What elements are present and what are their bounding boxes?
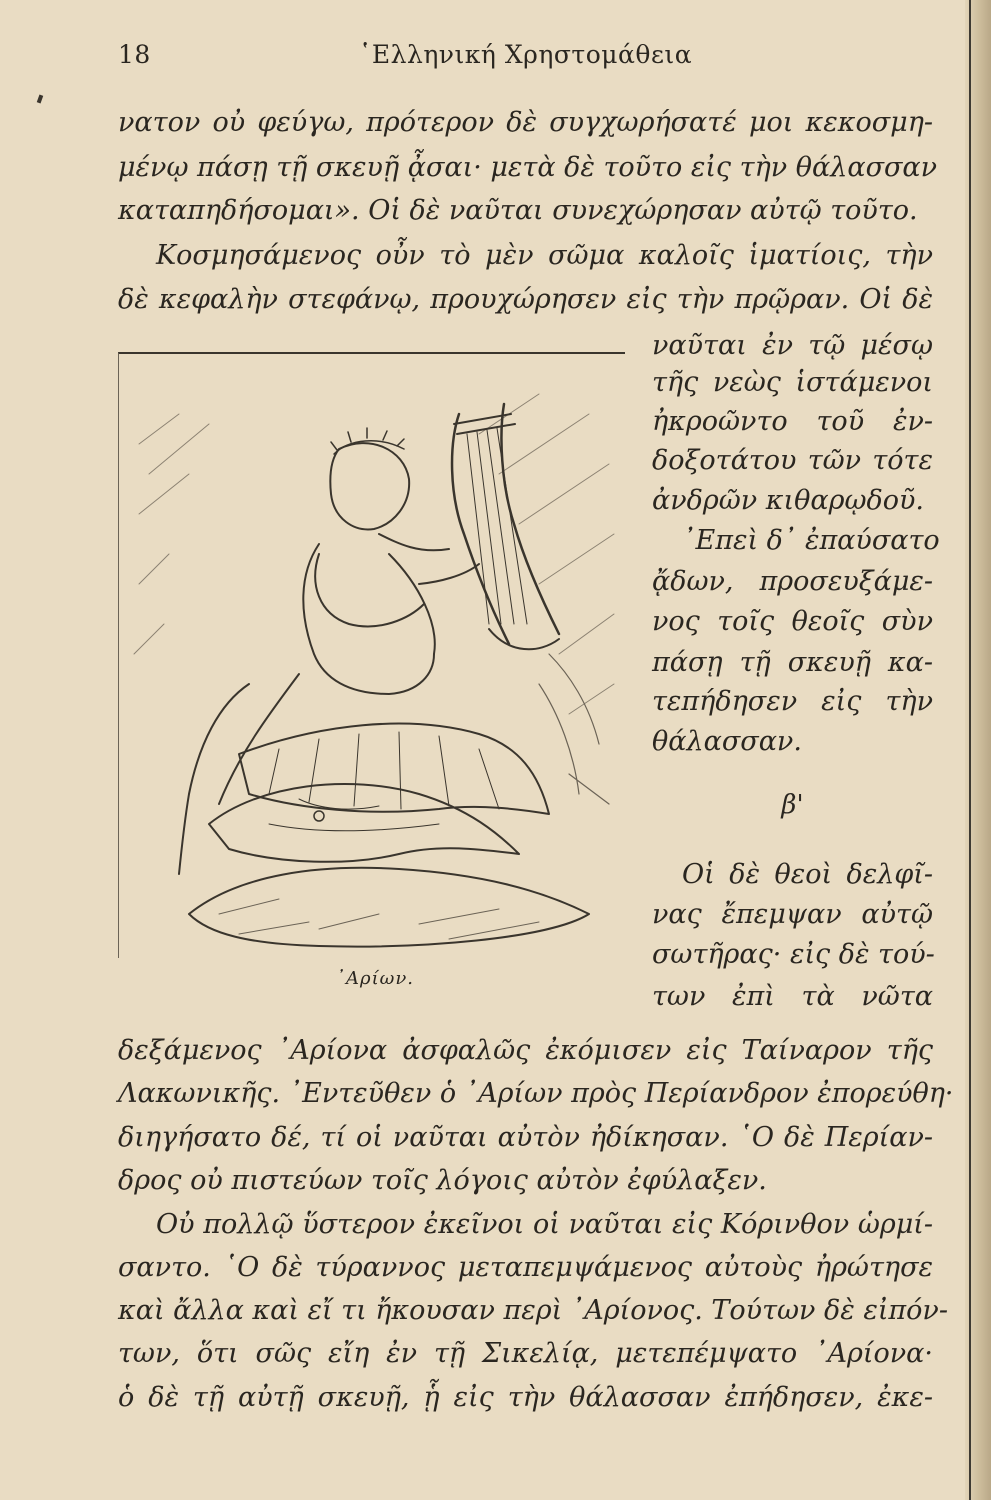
column-line: Οἱ δὲ θεοὶ δελφῖ- (682, 859, 933, 890)
running-title: ῾Ελληνική Χρηστομάθεια (358, 40, 693, 69)
column-line: τῆς νεὼς ἱστάμενοι (652, 367, 933, 398)
text-line: των, ὅτι σῶς εἴη ἐν τῇ Σικελίᾳ, μετεπέμψατο ᾿Αρίονα· (118, 1338, 933, 1369)
column-line: νος τοῖς θεοῖς σὺν (652, 606, 933, 637)
column-line: των ἐπὶ τὰ νῶτα (652, 981, 933, 1012)
column-line: ἠκροῶντο τοῦ ἐν- (652, 406, 933, 437)
figure-caption: ᾿Αρίων. (336, 968, 414, 989)
text-line: σαντο. ῾Ο δὲ τύραννος μεταπεμψάμενος αὐτοὺς ἠρώτησε (118, 1252, 933, 1283)
ink-mark (37, 95, 43, 104)
engraving-drawing (119, 354, 625, 958)
column-line: ᾄδων, προσευξάμε- (652, 566, 933, 597)
column-line: ἀνδρῶν κιθαρῳδοῦ. (652, 485, 924, 516)
arion-illustration (118, 352, 625, 958)
paragraph-start: Κοσμησάμενος οὖν τὸ μὲν σῶμα καλοῖς ἱματίοις, τὴν (156, 240, 933, 271)
column-line: δοξοτάτου τῶν τότε (652, 445, 933, 476)
text-line: δὲ κεφαλὴν στεφάνῳ, προυχώρησεν εἰς τὴν πρῷραν. Οἱ δὲ (118, 284, 933, 315)
page-header (118, 40, 933, 80)
text-line: δεξάμενος ᾿Αρίονα ἀσφαλῶς ἐκόμισεν εἰς Ταίναρον τῆς (118, 1035, 933, 1066)
column-line: νας ἔπεμψαν αὐτῷ (652, 899, 933, 930)
paragraph-start: Οὐ πολλῷ ὕστερον ἐκεῖνοι οἱ ναῦται εἰς Κόρινθον ὡρμί- (156, 1209, 933, 1240)
section-mark: β' (781, 790, 804, 820)
text-line: καταπηδήσομαι». Οἱ δὲ ναῦται συνεχώρησαν αὐτῷ τοῦτο. (118, 195, 918, 226)
column-line: πάσῃ τῇ σκευῇ κα- (652, 647, 933, 678)
text-line: διηγήσατο δέ, τί οἱ ναῦται αὐτὸν ἠδίκησαν. ῾Ο δὲ Περίαν- (118, 1122, 933, 1153)
text-line: καὶ ἄλλα καὶ εἴ τι ἤκουσαν περὶ ᾿Αρίονος. Τούτων δὲ εἰπόν- (118, 1295, 948, 1326)
column-line: θάλασσαν. (652, 726, 802, 757)
page-number: 18 (118, 40, 151, 69)
text-line: μένῳ πάσῃ τῇ σκευῇ ᾆσαι· μετὰ δὲ τοῦτο εἰς τὴν θάλασσαν (118, 152, 938, 183)
text-line: νατον οὐ φεύγω, πρότερον δὲ συγχωρήσατέ μοι κεκοσμη- (118, 107, 933, 138)
text-line: δρος οὐ πιστεύων τοῖς λόγοις αὐτὸν ἐφύλαξεν. (118, 1165, 767, 1196)
text-line: Λακωνικῆς. ᾿Εντεῦθεν ὁ ᾿Αρίων πρὸς Περίανδρον ἐπορεύθη· (118, 1078, 954, 1109)
column-line: τεπήδησεν εἰς τὴν (652, 686, 933, 717)
column-line: ᾿Επεὶ δ᾿ ἐπαύσατο (682, 525, 940, 556)
column-line: ναῦται ἐν τῷ μέσῳ (652, 330, 933, 361)
page-edge-line (969, 0, 971, 1500)
text-line: ὁ δὲ τῇ αὐτῇ σκευῇ, ᾗ εἰς τὴν θάλασσαν ἐπήδησεν, ἐκε- (118, 1382, 933, 1413)
column-line: σωτῆρας· εἰς δὲ τού- (652, 939, 935, 970)
